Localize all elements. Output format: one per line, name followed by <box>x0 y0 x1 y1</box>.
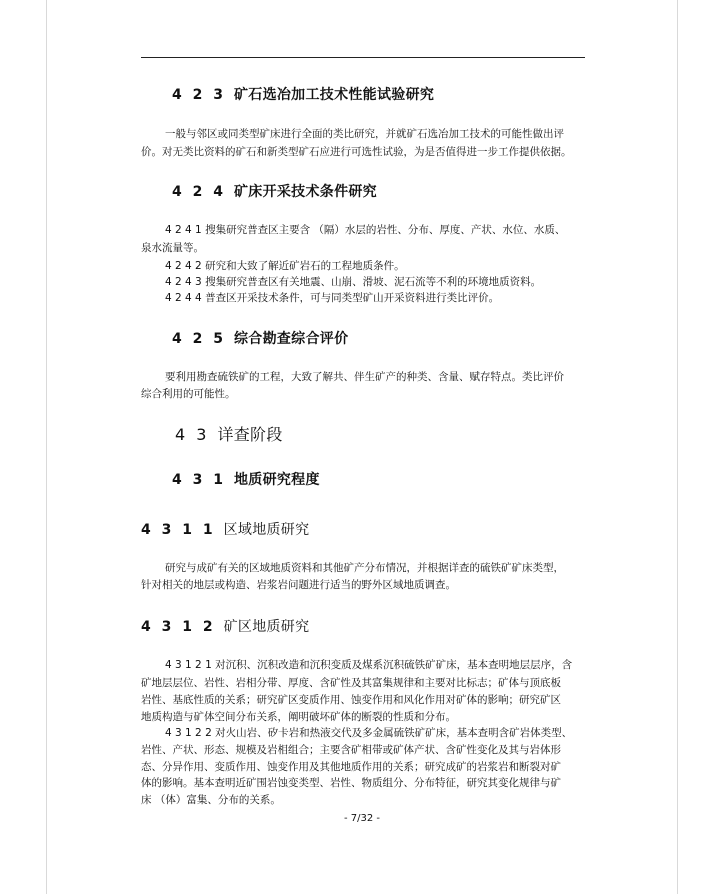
section-title: 综合勘查综合评价 <box>233 331 349 347</box>
header-rule <box>141 57 585 58</box>
paragraph-line: 体的影响。基本查明近矿围岩蚀变类型、岩性、物质组分、分布特征，研究其变化规律与矿 <box>141 777 561 789</box>
section-number: 4 2 5 <box>172 331 226 347</box>
paragraph-line: 态、分异作用、变质作用、蚀变作用及其他地质作用的关系；研究成矿的岩浆岩和断裂对矿 <box>141 761 561 773</box>
section-title: 区域地质研究 <box>223 522 310 538</box>
section-title: 矿石选冶加工技术性能试验研究 <box>233 87 435 103</box>
section-heading-423 <box>172 84 434 104</box>
section-heading-4312 <box>141 616 309 636</box>
paragraph-line: 地质构造与矿体空间分布关系，阐明破坏矿体的断裂的性质和分布。 <box>141 711 456 723</box>
section-title: 矿区地质研究 <box>223 619 310 635</box>
paragraph-line: 4 3 1 2 2 对火山岩、矽卡岩和热液交代及多金属硫铁矿矿床，基本查明含矿岩体类型、 <box>165 727 573 739</box>
section-heading-43 <box>175 422 283 445</box>
paragraph-line: 4 2 4 2 研究和大致了解近矿岩石的工程地质条件。 <box>165 260 405 272</box>
paragraph-line: 一般与邻区或同类型矿床进行全面的类比研究，并就矿石选冶加工技术的可能性做出评 <box>165 128 564 140</box>
paragraph-line: 研究与成矿有关的区域地质资料和其他矿产分布情况，并根据详查的硫铁矿矿床类型， <box>165 562 564 574</box>
section-heading-4311 <box>141 519 309 539</box>
section-number: 4 2 3 <box>172 87 226 103</box>
paragraph-line: 4 2 4 1 搜集研究普查区主要含 （隔）水层的岩性、分布、厚度、产状、水位、水质、 <box>165 224 566 236</box>
paragraph-line: 4 2 4 4 普查区开采技术条件，可与同类型矿山开采资料进行类比评价。 <box>165 292 500 304</box>
paragraph-line: 矿地层层位、岩性、岩相分带、厚度、含矿性及其富集规律和主要对比标志；矿体与顶底板 <box>141 677 561 689</box>
section-heading-424 <box>172 181 377 201</box>
section-number: 4 3 1 1 <box>141 522 216 538</box>
paragraph-line: 针对相关的地层或构造、岩浆岩问题进行适当的野外区域地质调查。 <box>141 579 456 591</box>
section-number: 4 3 1 <box>172 472 226 488</box>
section-heading-425 <box>172 328 348 348</box>
section-title: 地质研究程度 <box>233 472 320 488</box>
paragraph-line: 泉水流量等。 <box>141 242 204 254</box>
section-heading-431 <box>172 469 320 489</box>
paragraph-line: 4 3 1 2 1 对沉积、沉积改造和沉积变质及煤系沉积硫铁矿矿床，基本查明地层层序，含 <box>165 659 573 671</box>
paragraph-line: 要利用勘查硫铁矿的工程，大致了解共、伴生矿产的种类、含量、赋存特点。类比评价 <box>165 371 564 383</box>
page-right-edge <box>677 0 678 894</box>
section-number: 4 2 4 <box>172 184 226 200</box>
paragraph-line: 岩性、产状、形态、规模及岩相组合；主要含矿相带或矿体产状、含矿性变化及其与岩体形 <box>141 744 561 756</box>
paragraph-line: 综合利用的可能性。 <box>141 388 236 400</box>
page-number: - 7/32 - <box>343 813 381 824</box>
section-number: 4 3 <box>175 425 210 444</box>
section-number: 4 3 1 2 <box>141 619 216 635</box>
paragraph-line: 4 2 4 3 搜集研究普查区有关地震、山崩、滑坡、泥石流等不利的环境地质资料。 <box>165 276 542 288</box>
paragraph-line: 岩性、基底性质的关系；研究矿区变质作用、蚀变作用和风化作用对矿体的影响；研究矿区 <box>141 694 561 706</box>
section-title: 矿床开采技术条件研究 <box>233 184 377 200</box>
paragraph-line: 床 （体）富集、分布的关系。 <box>141 794 281 806</box>
paragraph-line: 价。对无类比资料的矿石和新类型矿石应进行可选性试验，为是否值得进一步工作提供依据。 <box>141 146 572 158</box>
section-title: 详查阶段 <box>217 425 283 444</box>
page-left-edge <box>46 0 47 894</box>
